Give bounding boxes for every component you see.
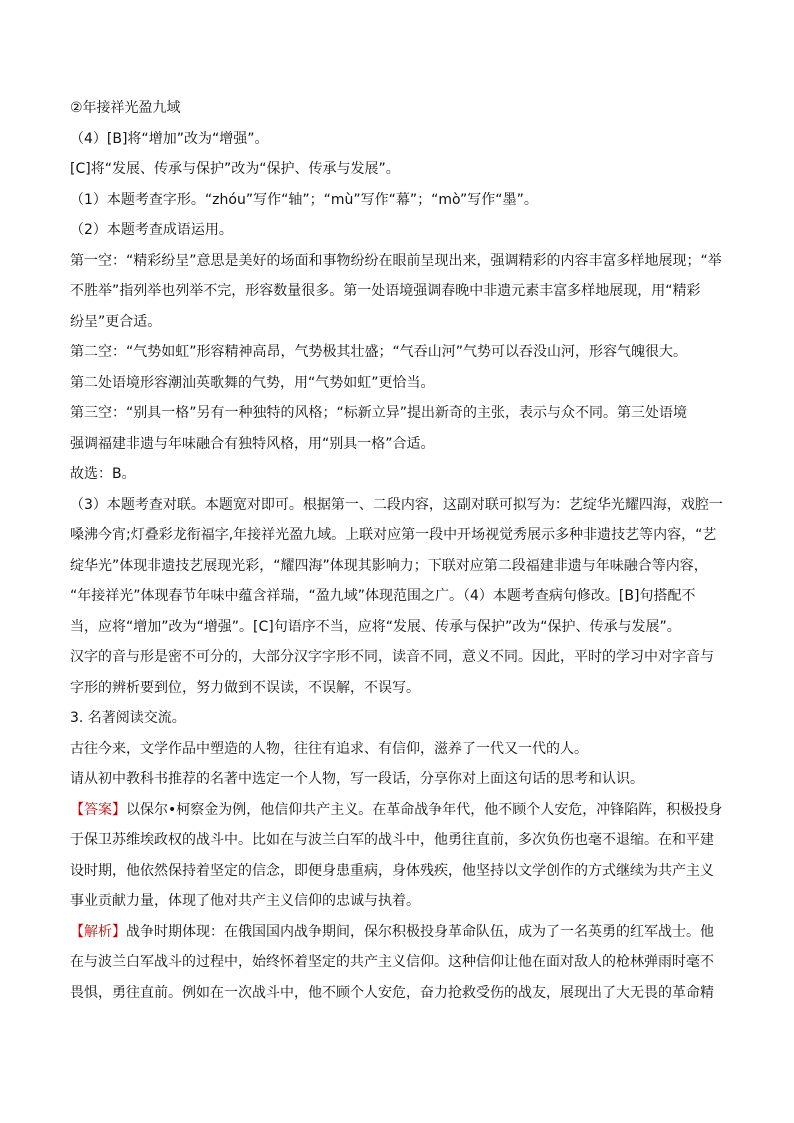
answer-line-1 xyxy=(70,800,730,820)
text-line: （2）本题考查成语运用。 xyxy=(70,222,233,238)
text-line: 字形的辨析要到位，努力做到不误读，不误解，不误写。 xyxy=(70,679,420,696)
text-line: 当，应将“增加”改为“增强”。[C]句语序不当，应将“发展、传承与保护”改为“保护、传承与发展”。 xyxy=(70,618,681,635)
text-line: 嗓沸今宵;灯叠彩龙衔福字,年接祥光盈九域。上联对应第一段中开场视觉秀展示多种非遗技艺等内容，“艺 xyxy=(70,527,717,543)
answer-text-line: 事业贡献力量，体现了他对共产主义信仰的忠诚与执着。 xyxy=(70,893,420,909)
document-page xyxy=(70,98,730,1013)
answer-label: 【答案】 xyxy=(70,801,126,818)
analysis-line-1 xyxy=(70,922,730,942)
text-line: 绽华光”体现非遗技艺展现光彩，“耀四海”体现其影响力；下联对应第二段福建非遗与年味融合等内容， xyxy=(70,557,708,574)
text-line: （3）本题考查对联。本题宽对即可。根据第一、二段内容，这副对联可拟写为：艺绽华光耀四海，戏腔一 xyxy=(70,496,723,513)
text-line: 请从初中教科书推荐的名著中选定一个人物，写一段话，分享你对上面这句话的思考和认识。 xyxy=(70,771,644,787)
text-line: 第三空：“别具一格”另有一种独特的风格；“标新立异”提出新奇的主张，表示与众不同。第三处语境 xyxy=(70,405,688,421)
text-line: 汉字的音与形是密不可分的，大部分汉字字形不同，读音不同，意义不同。因此，平时的学习中对字音与 xyxy=(70,649,714,665)
answer-text: 以保尔•柯察金为例，他信仰共产主义。在革命战争年代，他不顾个人安危，冲锋陷阵，积极投身 xyxy=(126,801,723,818)
text-line: “年接祥光”体现春节年味中蕴含祥瑞，“盈九域”体现范围之广。（4）本题考查病句修改。[B]句搭配不 xyxy=(70,588,696,604)
text-line: 故选：B。 xyxy=(70,466,136,482)
answer-text-line: 设时期，他依然保持着坚定的信念，即便身患重病，身体残疾，他坚持以文学创作的方式继续为共产主义 xyxy=(70,862,714,879)
analysis-text: 战争时期体现：在俄国国内战争期间，保尔积极投身革命队伍，成为了一名英勇的红军战士。他 xyxy=(126,923,714,940)
analysis-continuation xyxy=(70,952,730,1003)
text-line: 第二处语境形容潮汕英歌舞的气势，用“气势如虹”更恰当。 xyxy=(70,374,435,391)
analysis-text-line: 畏惧，勇往直前。例如在一次战斗中，他不顾个人安危，奋力抢救受伤的战友，展现出了大无畏的革命精 xyxy=(70,984,714,1001)
analysis-label: 【解析】 xyxy=(70,923,126,940)
text-line: [C]将“发展、传承与保护”改为“保护、传承与发展”。 xyxy=(70,161,400,177)
text-line: 3. 名著阅读交流。 xyxy=(70,710,186,726)
body-text xyxy=(70,98,730,789)
answer-text-line: 于保卫苏维埃政权的战斗中。比如在与波兰白军的战斗中，他勇往直前，多次负伤也毫不退缩。在和平建 xyxy=(70,832,714,848)
analysis-text-line: 在与波兰白军战斗的过程中，始终怀着坚定的共产主义信仰。这种信仰让他在面对敌人的枪林弹雨时毫不 xyxy=(70,954,714,970)
answer-continuation xyxy=(70,830,730,911)
text-line: 古往今来，文学作品中塑造的人物，往往有追求、有信仰，滋养了一代又一代的人。 xyxy=(70,740,588,757)
text-line: 第一空：“精彩纷呈”意思是美好的场面和事物纷纷在眼前呈现出来，强调精彩的内容丰富多样地展现；“举 xyxy=(70,252,722,269)
text-line: 第二空：“气势如虹”形容精神高昂，气势极其壮盛；“气吞山河”气势可以吞没山河，形容气魄很大。 xyxy=(70,344,688,360)
text-line: （4）[B]将“增加”改为“增强”。 xyxy=(70,130,269,147)
text-line: ②年接祥光盈九域 xyxy=(70,100,181,116)
text-line: 不胜举”指列举也列举不完，形容数量很多。第一处语境强调春晚中非遗元素丰富多样地展现，用“精彩 xyxy=(70,283,701,299)
text-line: 强调福建非遗与年味融合有独特风格，用“别具一格”合适。 xyxy=(70,435,435,452)
text-line: 纷呈”更合适。 xyxy=(70,313,162,330)
text-line: （1）本题考查字形。“zhóu”写作“轴”；“mù”写作“幕”；“mò”写作“墨”。 xyxy=(70,191,538,208)
